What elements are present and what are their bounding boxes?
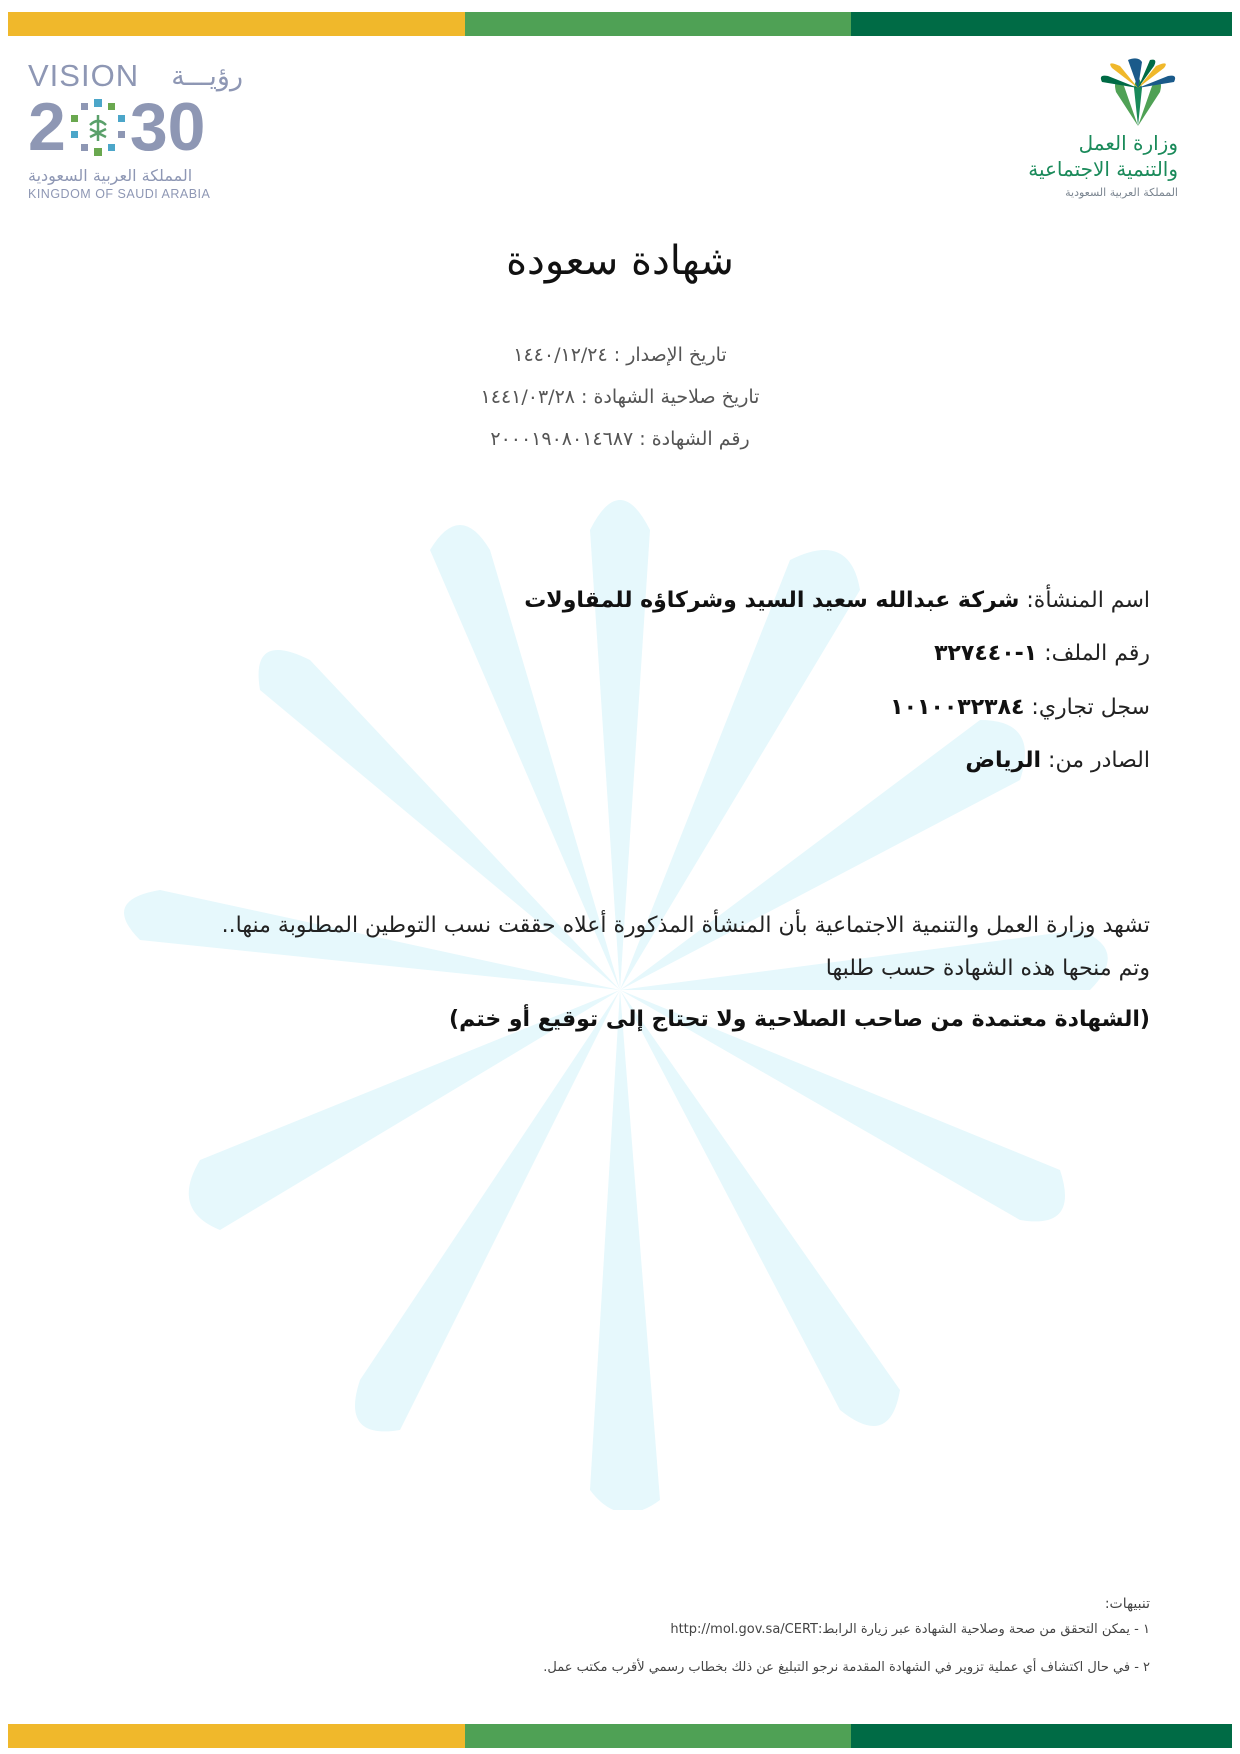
vision-year-right: 30: [129, 89, 206, 165]
issued-from-field: [965, 748, 1150, 773]
issued-from-value: الرياض: [965, 748, 1042, 773]
bar-segment-yellow: [8, 1724, 465, 1748]
commercial-register-label: سجل تجاري:: [1031, 695, 1150, 720]
grant-statement: وتم منحها هذه الشهادة حسب طلبها: [825, 956, 1150, 981]
file-number-value: ١-٣٢٧٤٤٠: [934, 641, 1038, 666]
issue-date: تاريخ الإصدار : ١٤٤٠/١٢/٢٤: [513, 344, 727, 366]
commercial-register-field: [890, 695, 1150, 720]
vision-arabic-country: المملكة العربية السعودية: [28, 166, 193, 185]
vision-year-left: 2: [28, 89, 66, 165]
ministry-name-line1: وزارة العمل: [1078, 131, 1178, 155]
ministry-logo: [958, 58, 1178, 208]
approval-note: (الشهادة معتمدة من صاحب الصلاحية ولا تحتاج إلى توقيع أو ختم): [449, 1007, 1150, 1032]
vision-latin-word: VISION: [28, 58, 140, 93]
vision-arabic-word: رؤيـــة: [171, 60, 243, 92]
ministry-country: المملكة العربية السعودية: [1065, 186, 1178, 199]
certificate-number: رقم الشهادة : ٢٠٠٠١٩٠٨٠١٤٦٨٧: [490, 428, 750, 450]
bar-segment-dark-green: [851, 1724, 1232, 1748]
vision-english-country: KINGDOM OF SAUDI ARABIA: [28, 187, 211, 201]
file-number-label: رقم الملف:: [1044, 641, 1150, 666]
bar-segment-dark-green: [851, 12, 1232, 36]
note-forgery: ٢ - في حال اكتشاف أي عملية تزوير في الشهادة المقدمة نرجو التبليغ عن ذلك بخطاب رسمي لأقرب مكتب عمل.: [543, 1660, 1150, 1675]
notes-title: تنبيهات:: [1104, 1596, 1150, 1612]
issued-from-label: الصادر من:: [1048, 748, 1150, 773]
establishment-label: اسم المنشأة:: [1026, 588, 1150, 613]
ministry-name-line2: والتنمية الاجتماعية: [1028, 157, 1178, 181]
vision-2030-logo: [28, 58, 243, 203]
palm-watermark-icon: [100, 470, 1140, 1510]
bar-segment-green: [465, 12, 852, 36]
note-verification: ١ - يمكن التحقق من صحة وصلاحية الشهادة عبر زيارة الرابط:http://mol.gov.sa/CERT: [670, 1622, 1150, 1637]
bottom-color-bar: [8, 1724, 1232, 1748]
certificate-title: شهادة سعودة: [506, 238, 734, 284]
commercial-register-value: ١٠١٠٠٣٢٣٨٤: [890, 695, 1025, 720]
certification-statement: تشهد وزارة العمل والتنمية الاجتماعية بأن المنشأة المذكورة أعلاه حققت نسب التوطين المطلوبة منها..: [221, 913, 1150, 938]
bar-segment-yellow: [8, 12, 465, 36]
file-number-field: [934, 641, 1150, 666]
validity-date: تاريخ صلاحية الشهادة : ١٤٤١/٠٣/٢٨: [480, 386, 760, 408]
bar-segment-green: [465, 1724, 852, 1748]
top-color-bar: [8, 12, 1232, 36]
vision-year: [28, 89, 243, 165]
saudi-emblem-icon: [68, 97, 128, 157]
establishment-value: شركة عبدالله سعيد السيد وشركاؤه للمقاولات: [524, 588, 1020, 613]
palm-leaves-icon: [1098, 58, 1178, 128]
establishment-field: [524, 588, 1150, 613]
